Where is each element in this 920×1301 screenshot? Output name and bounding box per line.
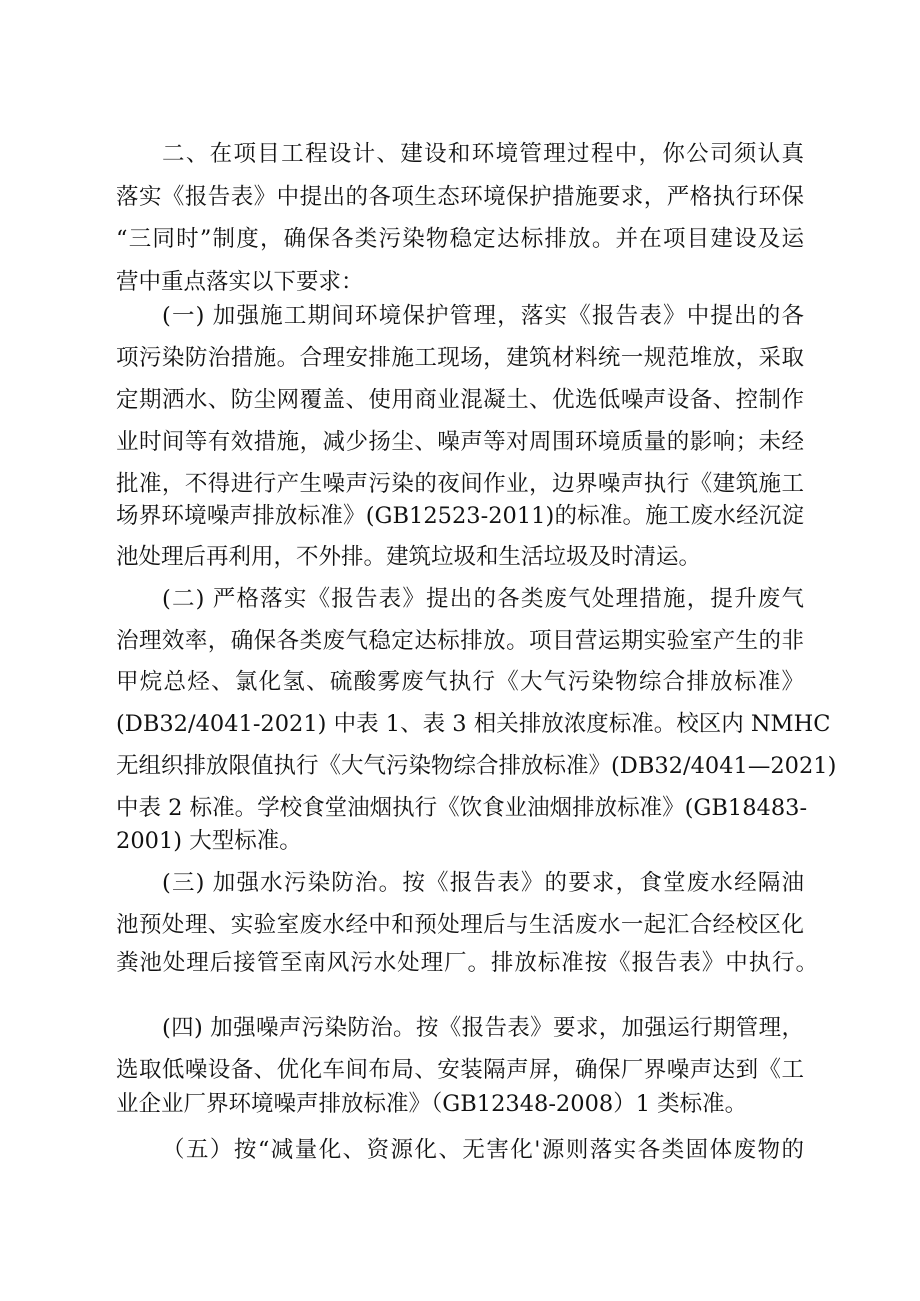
paragraph-4-line-1: (三) 加强水污染防治。按《报告表》的要求，食堂废水经隔油 [162, 870, 804, 896]
paragraph-2-line-1: (一) 加强施工期间环境保护管理，落实《报告表》中提出的各 [162, 303, 804, 329]
paragraph-2-line-7: 池处理后再利用，不外排。建筑垃圾和生活垃圾及时清运。 [116, 544, 702, 570]
paragraph-3-line-6: 中表 2 标准。学校食堂油烟执行《饮食业油烟排放标准》(GB18483- [116, 795, 808, 821]
paragraph-1-line-2: 落实《报告表》中提出的各项生态环境保护措施要求，严格执行环保 [116, 184, 804, 210]
paragraph-2-line-6: 场界环境噪声排放标准》(GB12523-2011)的标准。施工废水经沉淀 [116, 503, 804, 529]
paragraph-4-line-2: 池预处理、实验室废水经中和预处理后与生活废水一起汇合经校区化 [116, 912, 804, 938]
paragraph-3-line-3: 甲烷总烃、氯化氢、硫酸雾废气执行《大气污染物综合排放标准》 [116, 669, 804, 695]
paragraph-2-line-3: 定期洒水、防尘网覆盖、使用商业混凝土、优选低噪声设备、控制作 [116, 387, 804, 413]
paragraph-3-line-4: (DB32/4041-2021) 中表 1、表 3 相关排放浓度标准。校区内 NMHC [116, 711, 831, 737]
paragraph-2-line-5: 批准，不得进行产生噪声污染的夜间作业，边界噪声执行《建筑施工 [116, 471, 804, 497]
paragraph-1-line-3: “三同时”制度，确保各类污染物稳定达标排放。并在项目建设及运 [116, 226, 804, 252]
paragraph-6-line-1: （五）按“减量化、资源化、无害化'源则落实各类固体废物的 [162, 1137, 804, 1163]
paragraph-5-line-1: (四) 加强噪声污染防治。按《报告表》要求，加强运行期管理， [162, 1015, 804, 1041]
paragraph-2-line-2: 项污染防治措施。合理安排施工现场，建筑材料统一规范堆放，采取 [116, 345, 804, 371]
paragraph-1-line-1: 二、在项目工程设计、建设和环境管理过程中，你公司须认真 [162, 141, 804, 167]
paragraph-2-line-4: 业时间等有效措施，减少扬尘、噪声等对周围环境质量的影响；未经 [116, 429, 804, 455]
paragraph-3-line-1: (二) 严格落实《报告表》提出的各类废气处理措施，提升废气 [162, 586, 804, 612]
paragraph-3-line-7: 2001) 大型标准。 [116, 828, 302, 854]
paragraph-5-line-2: 选取低噪设备、优化车间布局、安装隔声屏，确保厂界噪声达到《工 [116, 1057, 804, 1083]
paragraph-5-line-3: 业企业厂界环境噪声排放标准》（GB12348-2008）1 类标准。 [116, 1091, 748, 1117]
paragraph-3-line-2: 治理效率，确保各类废气稳定达标排放。项目营运期实验室产生的非 [116, 628, 804, 654]
paragraph-3-line-5: 无组织排放限值执行《大气污染物综合排放标准》(DB32/4041—2021) [116, 753, 837, 779]
paragraph-1-line-4: 营中重点落实以下要求： [116, 269, 364, 295]
paragraph-4-line-3: 粪池处理后接管至南风污水处理厂。排放标准按《报告表》中执行。 [116, 950, 818, 976]
